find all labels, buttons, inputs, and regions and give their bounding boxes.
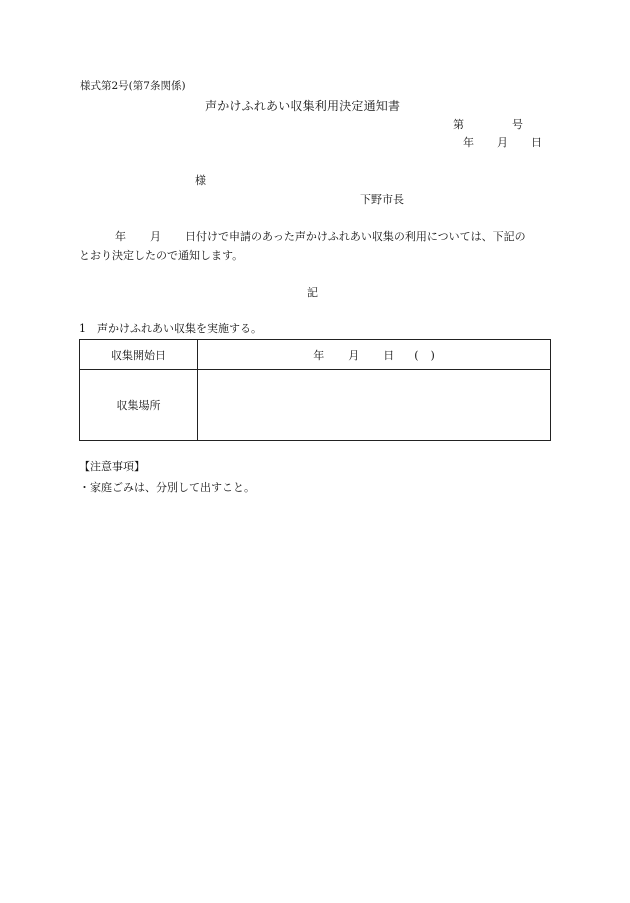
start-date-day: 日	[383, 348, 395, 362]
document-date-month: 月	[497, 136, 508, 149]
body-month: 月	[150, 230, 161, 243]
document-date-year: 年	[463, 136, 474, 149]
body-sentence-1: 日付けで申請のあった声かけふれあい収集の利用については、下記の	[185, 230, 526, 243]
table-row	[80, 370, 551, 441]
document-number-suffix: 号	[512, 118, 523, 131]
ki-heading: 記	[307, 286, 318, 299]
document-title: 声かけふれあい収集利用決定通知書	[205, 99, 401, 113]
start-date-month: 月	[348, 348, 360, 362]
notes-heading: 【注意事項】	[79, 460, 145, 473]
collection-start-date-label: 収集開始日	[80, 340, 198, 370]
body-text-line-2: とおり決定したので通知します。	[79, 249, 244, 262]
item-number: 1	[79, 322, 86, 335]
addressee-honorific: 様	[195, 174, 206, 187]
collection-location-label: 収集場所	[80, 370, 198, 441]
form-number-label: 様式第2号(第7条関係)	[80, 80, 186, 92]
body-text-line-1	[115, 231, 526, 242]
weekday-paren-open: (	[414, 348, 419, 362]
document-date	[463, 137, 542, 148]
item-text: 声かけふれあい収集を実施する。	[97, 322, 262, 335]
issuer-name: 下野市長	[360, 193, 404, 206]
collection-location-field[interactable]	[198, 370, 551, 441]
collection-start-date-field[interactable]	[198, 340, 551, 370]
list-item	[79, 323, 262, 334]
document-number-prefix: 第	[453, 118, 464, 131]
start-date-year: 年	[313, 348, 325, 362]
document-date-day: 日	[531, 136, 542, 149]
collection-info-table	[79, 339, 551, 441]
document-number	[453, 119, 523, 130]
body-year: 年	[115, 230, 126, 243]
weekday-paren-close: )	[430, 348, 435, 362]
notes-item: ・家庭ごみは、分別して出すこと。	[79, 481, 255, 494]
table-row	[80, 340, 551, 370]
